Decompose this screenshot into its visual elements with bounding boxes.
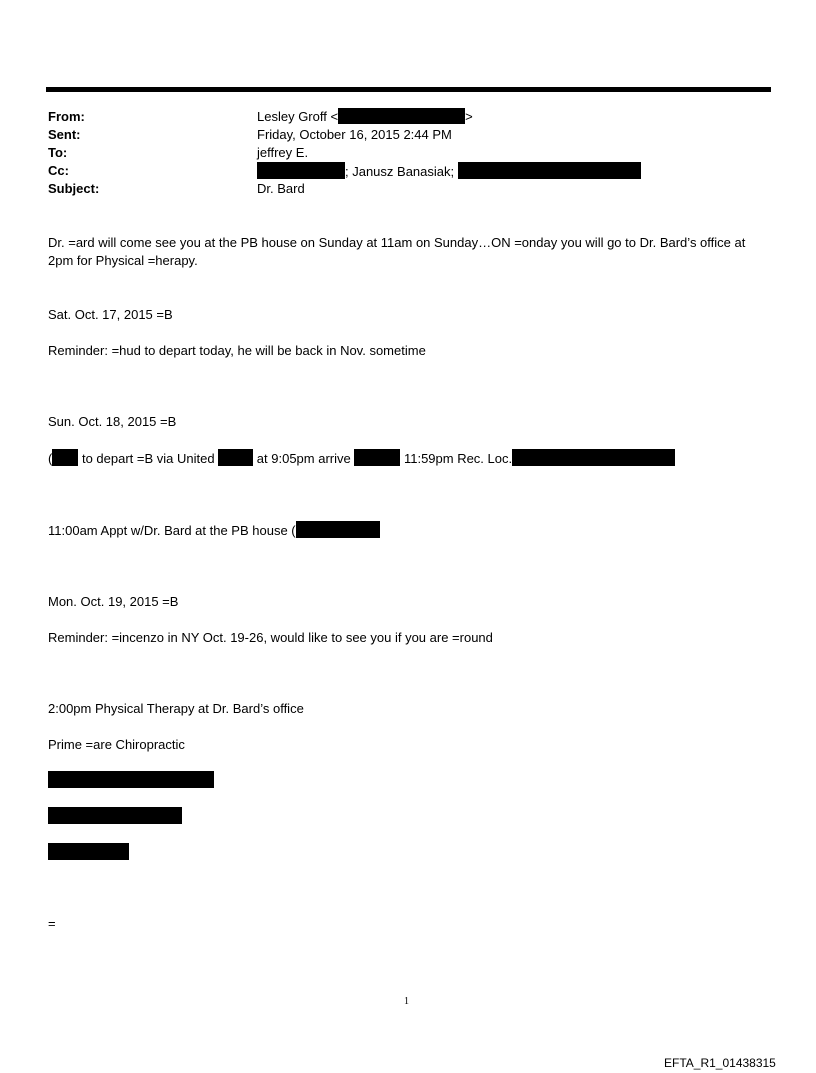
mon-physical-therapy: 2:00pm Physical Therapy at Dr. Bard’s office bbox=[48, 701, 304, 716]
to-value: jeffrey E. bbox=[257, 145, 309, 160]
redaction-block bbox=[48, 771, 214, 788]
subject-label: Subject: bbox=[48, 181, 100, 196]
body-para1-line1: Dr. =ard will come see you at the PB house on Sunday at 11am on Sunday…ON =onday you will go to Dr. Bard’s office at bbox=[48, 235, 746, 250]
sun-appt bbox=[48, 521, 380, 540]
redaction-block bbox=[458, 162, 641, 179]
document-id: EFTA_R1_01438315 bbox=[664, 1056, 776, 1070]
redaction-block bbox=[296, 521, 380, 538]
redaction-block bbox=[338, 108, 465, 124]
redaction-block bbox=[257, 162, 345, 179]
from-name: Lesley Groff < bbox=[257, 109, 339, 124]
mon-prime-care: Prime =are Chiropractic bbox=[48, 737, 185, 752]
redaction-block bbox=[354, 449, 400, 466]
page-number: 1 bbox=[404, 996, 409, 1007]
mon-reminder: Reminder: =incenzo in NY Oct. 19-26, would like to see you if you are =round bbox=[48, 630, 493, 645]
body-para1-line2: 2pm for Physical =herapy. bbox=[48, 253, 198, 268]
sun-flight-line bbox=[48, 449, 675, 468]
sat-date: Sat. Oct. 17, 2015 =B bbox=[48, 307, 173, 322]
sun-date: Sun. Oct. 18, 2015 =B bbox=[48, 414, 177, 429]
cc-value bbox=[257, 162, 641, 180]
header-rule bbox=[46, 87, 771, 92]
mon-date: Mon. Oct. 19, 2015 =B bbox=[48, 594, 179, 609]
sat-reminder: Reminder: =hud to depart today, he will be back in Nov. sometime bbox=[48, 343, 426, 358]
flight-text-c: 11:59pm Rec. Loc. bbox=[400, 451, 513, 466]
flight-text-a: to depart =B via United bbox=[78, 451, 219, 466]
flight-text-b: at 9:05pm arrive bbox=[253, 451, 355, 466]
appt-text: 11:00am Appt w/Dr. Bard at the PB house ( bbox=[48, 523, 296, 538]
to-label: To: bbox=[48, 145, 68, 160]
sent-label: Sent: bbox=[48, 127, 81, 142]
sent-value: Friday, October 16, 2015 2:44 PM bbox=[257, 127, 452, 142]
from-value bbox=[257, 108, 473, 125]
redaction-block bbox=[52, 449, 78, 466]
cc-label: Cc: bbox=[48, 163, 69, 178]
cc-names: ; Janusz Banasiak; bbox=[345, 164, 455, 179]
redaction-block bbox=[48, 807, 182, 824]
from-end: > bbox=[465, 109, 473, 124]
redaction-block bbox=[512, 449, 675, 466]
subject-value: Dr. Bard bbox=[257, 181, 305, 196]
redaction-block bbox=[48, 843, 129, 860]
redaction-block bbox=[218, 449, 253, 466]
flight-paren: ( bbox=[48, 451, 53, 466]
from-label: From: bbox=[48, 109, 85, 124]
trailing-text: = bbox=[48, 916, 56, 931]
